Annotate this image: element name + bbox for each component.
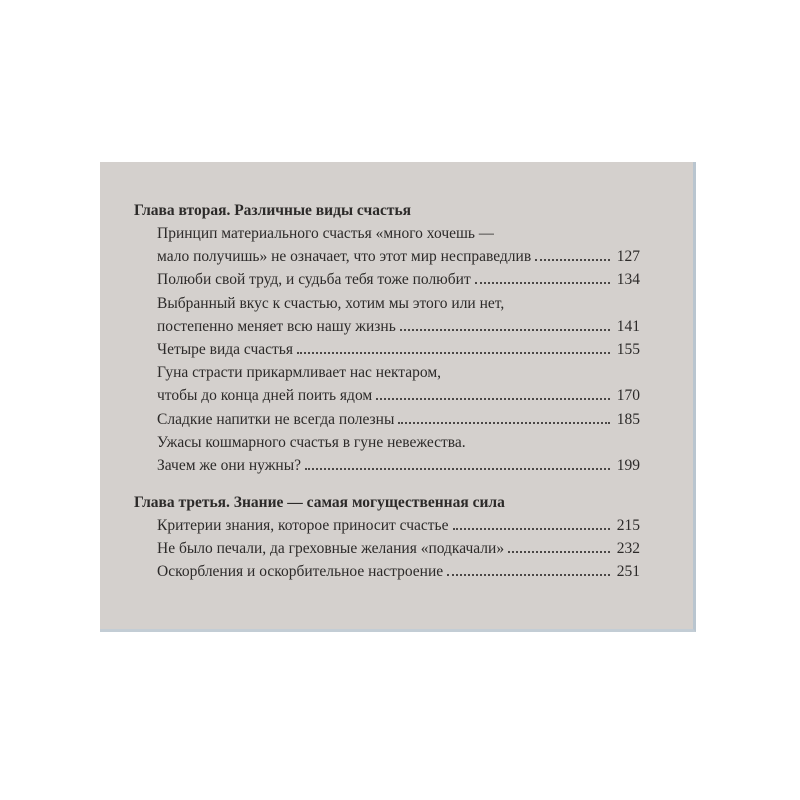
dot-leader [447, 573, 610, 576]
toc-entry-title: Полюби свой труд, и судьба тебя тоже полюбит [157, 271, 471, 289]
toc-entry-title: Не было печали, да греховные желания «подкачали» [157, 540, 505, 558]
table-of-contents [100, 162, 693, 629]
toc-entry-title: Гуна страсти прикармливает нас нектаром, [157, 364, 442, 382]
book-page [100, 162, 696, 632]
toc-entry [157, 559, 640, 581]
toc-entry-continuation [157, 291, 640, 313]
toc-entry [157, 337, 640, 359]
page-number: 141 [616, 317, 640, 335]
toc-entry [157, 453, 640, 475]
chapter-heading: Глава третья. Знание — самая могущественная сила [134, 494, 505, 511]
dot-leader [305, 467, 610, 470]
toc-entry-title: мало получишь» не означает, что этот мир несправедлив [157, 248, 532, 266]
page-number: 232 [616, 540, 640, 558]
toc-entry-title: чтобы до конца дней поить ядом [157, 387, 373, 405]
toc-entry-continuation [157, 360, 640, 382]
page-number: 185 [616, 410, 640, 428]
toc-entry-title: Четыре вида счастья [157, 341, 293, 358]
page-number: 251 [616, 563, 640, 581]
toc-entry [157, 407, 640, 429]
dot-leader [297, 351, 610, 354]
chapter-heading: Глава вторая. Различные виды счастья [134, 202, 412, 219]
toc-entry [157, 513, 640, 535]
page-number: 134 [616, 271, 640, 289]
page-number: 155 [616, 341, 640, 358]
toc-entry-title: постепенно меняет всю нашу жизнь [157, 317, 396, 335]
toc-entry [157, 267, 640, 289]
dot-leader [535, 258, 610, 261]
toc-entry [157, 536, 640, 558]
toc-entry-title: Принцип материального счастья «много хочешь — [157, 225, 495, 242]
dot-leader [508, 550, 610, 553]
page-number: 199 [616, 457, 640, 474]
dot-leader [475, 281, 610, 284]
page-number: 215 [616, 517, 640, 534]
toc-entry-title: Ужасы кошмарного счастья в гуне невежества. [157, 433, 466, 451]
toc-entry [157, 244, 640, 266]
dot-leader [398, 421, 610, 424]
toc-entry-continuation [157, 430, 640, 452]
toc-entry-title: Критерии знания, которое приносит счастье [157, 517, 449, 534]
toc-entry [157, 314, 640, 336]
dot-leader [400, 328, 610, 331]
toc-entry-title: Выбранный вкус к счастью, хотим мы этого или нет, [157, 294, 505, 312]
toc-entry [157, 383, 640, 405]
dot-leader [453, 527, 610, 530]
toc-entry-continuation [157, 221, 640, 243]
dot-leader [376, 397, 610, 400]
toc-entry-title: Оскорбления и оскорбительное настроение [157, 563, 444, 581]
toc-entry-title: Сладкие напитки не всегда полезны [157, 410, 395, 428]
toc-entry-title: Зачем же они нужны? [157, 457, 301, 474]
page-number: 170 [616, 387, 640, 405]
page-number: 127 [616, 248, 640, 266]
